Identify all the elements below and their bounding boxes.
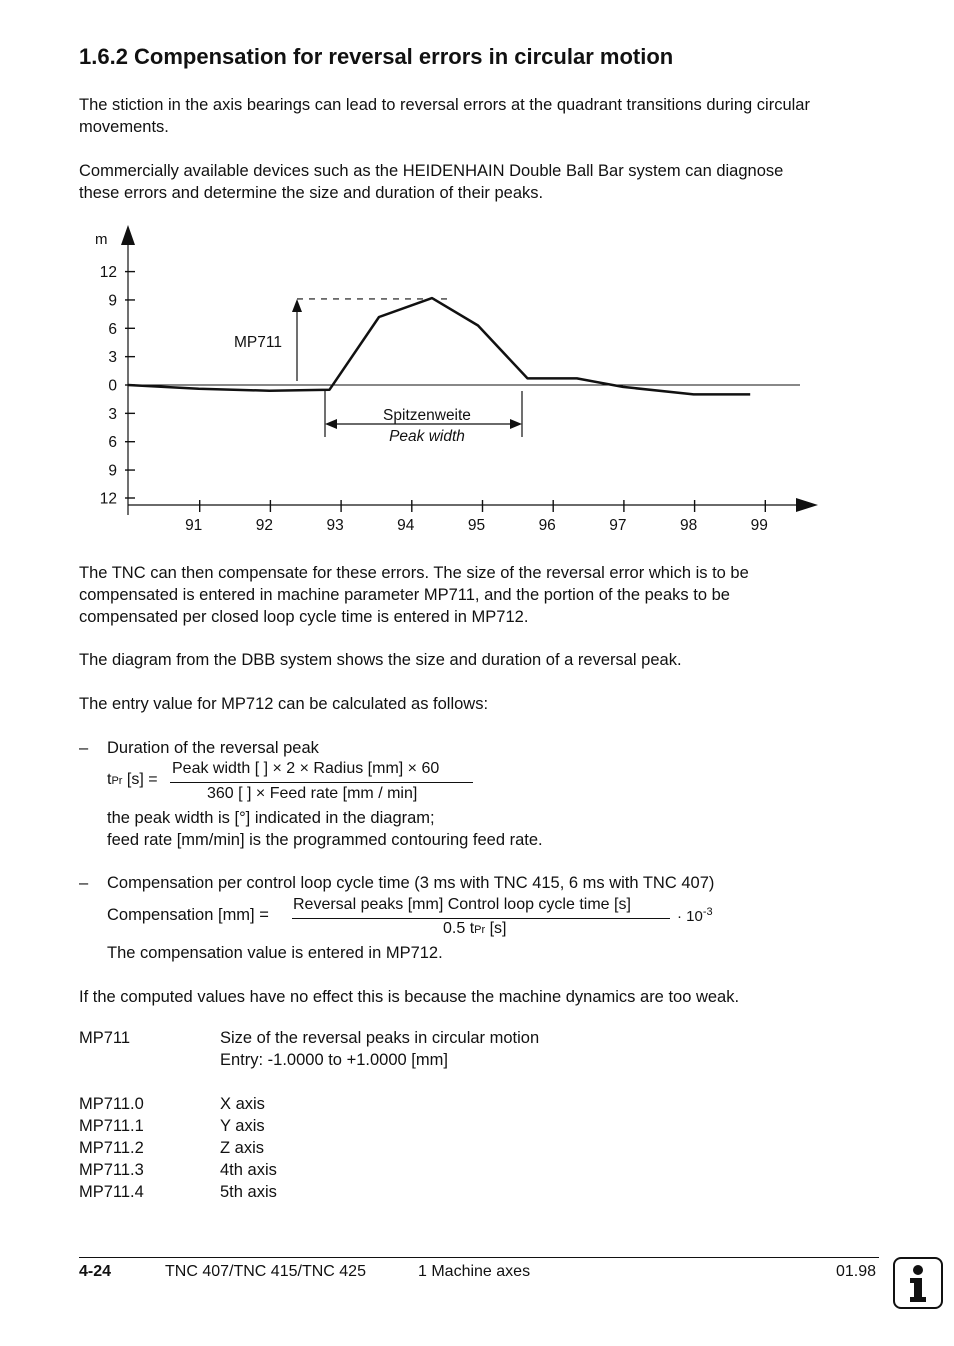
formula1-lhs-rest: [s] = <box>122 771 158 788</box>
list-dash: – <box>79 874 89 892</box>
formula2-lhs: Compensation [mm] = <box>107 906 269 924</box>
section-heading: 1.6.2 Compensation for reversal errors in circular motion <box>79 44 674 69</box>
formula1-note2: feed rate [mm/min] is the programmed contouring feed rate. <box>107 831 543 849</box>
y-tick-label: 3 <box>108 349 117 367</box>
footer-rule <box>79 1257 879 1258</box>
x-tick-label: 93 <box>326 517 344 534</box>
info-icon <box>893 1257 943 1309</box>
paragraph-line: The TNC can then compensate for these errors. The size of the reversal error which is to be <box>79 564 749 582</box>
paragraph-dbb <box>79 160 879 204</box>
formula2-denominator <box>443 920 506 938</box>
formula1-note1: the peak width is [°] indicated in the diagram; <box>107 809 435 827</box>
paragraph-line: The stiction in the axis bearings can lead to reversal errors at the quadrant transitions during circular <box>79 96 810 114</box>
formula1-lhs-sub: Pr <box>111 775 123 787</box>
x-tick-label: 92 <box>255 517 274 534</box>
x-tick-label: 94 <box>397 517 415 534</box>
peak-width-label-en: Peak width <box>389 428 465 445</box>
y-unit-label: m <box>95 231 108 248</box>
mp711-label: MP711 <box>234 334 282 351</box>
formula1-lhs-t: t <box>107 771 112 788</box>
paragraph-line: movements. <box>79 118 169 136</box>
formula2-multiplier-text: · 10 <box>677 908 703 925</box>
formula2-note: The compensation value is entered in MP712. <box>107 944 443 962</box>
page-number: 4-24 <box>79 1263 112 1280</box>
formula1-denominator: 360 [ ] × Feed rate [mm / min] <box>207 785 418 802</box>
peak-width-label-de: Spitzenweite <box>383 407 471 424</box>
y-tick-label: 9 <box>108 292 117 310</box>
param-name: MP711.2 <box>79 1139 144 1157</box>
chart-annotations <box>234 299 522 445</box>
param-value: Entry: -1.0000 to +1.0000 [mm] <box>220 1051 448 1069</box>
y-tick-label: 6 <box>108 320 117 338</box>
param-value: 4th axis <box>220 1161 277 1179</box>
footer-date: 01.98 <box>836 1263 877 1280</box>
y-tick-label: 12 <box>99 264 117 282</box>
paragraph-line: Commercially available devices such as the HEIDENHAIN Double Ball Bar system can diagnose <box>79 162 784 180</box>
formula2-denominator-sub: Pr <box>474 924 486 936</box>
param-name: MP711.4 <box>79 1183 144 1201</box>
y-axis-arrow <box>121 225 135 245</box>
paragraph-diagram: The diagram from the DBB system shows the size and duration of a reversal peak. <box>79 651 682 669</box>
param-value: Y axis <box>220 1117 265 1135</box>
reversal-peak-chart <box>0 215 954 545</box>
peak-width-arrow-left <box>325 419 337 429</box>
param-value: 5th axis <box>220 1183 277 1201</box>
paragraph-entry-value: The entry value for MP712 can be calculated as follows: <box>79 695 489 713</box>
param-value: Size of the reversal peaks in circular motion <box>220 1029 540 1047</box>
param-name: MP711.0 <box>79 1095 144 1113</box>
list-item-duration: Duration of the reversal peak <box>107 739 319 757</box>
formula2-exponent: -3 <box>702 906 713 918</box>
x-tick-label: 99 <box>750 517 768 534</box>
x-tick-label: 97 <box>609 517 627 534</box>
mp711-arrow-head <box>292 299 302 312</box>
y-tick-label: 6 <box>108 434 117 452</box>
formula1-fraction-line <box>170 782 473 783</box>
list-dash: – <box>79 739 89 757</box>
y-tick-label: 12 <box>99 490 117 508</box>
formula1-numerator: Peak width [ ] × 2 × Radius [mm] × 60 <box>172 760 440 777</box>
x-tick-label: 96 <box>538 517 556 534</box>
y-tick-label: 3 <box>108 405 117 423</box>
x-tick-label: 91 <box>185 517 203 534</box>
formula1-lhs <box>107 771 158 789</box>
peak-width-arrow-right <box>510 419 522 429</box>
paragraph-compensate <box>79 562 879 628</box>
info-glyph <box>895 1259 941 1307</box>
formula2-multiplier <box>677 906 713 925</box>
y-tick-label: 0 <box>108 377 117 395</box>
paragraph-line: these errors and determine the size and duration of their peaks. <box>79 184 544 202</box>
formula2-denominator-a: 0.5 t <box>443 920 475 937</box>
formula2-numerator: Reversal peaks [mm] Control loop cycle time [s] <box>293 896 631 913</box>
chart-axes <box>95 225 818 515</box>
param-value: Z axis <box>220 1139 265 1157</box>
footer-chapter: 1 Machine axes <box>418 1263 531 1280</box>
paragraph-dynamics: If the computed values have no effect this is because the machine dynamics are too weak. <box>79 988 740 1006</box>
param-name: MP711 <box>79 1029 131 1047</box>
paragraph-stiction <box>79 94 879 138</box>
y-tick-label: 9 <box>108 462 117 480</box>
x-tick-label: 98 <box>679 517 698 534</box>
param-name: MP711.1 <box>79 1117 144 1135</box>
param-value: X axis <box>220 1095 265 1113</box>
param-name: MP711.3 <box>79 1161 144 1179</box>
series-line <box>128 298 750 394</box>
x-axis-arrow <box>796 498 818 512</box>
x-tick-label: 95 <box>467 517 486 534</box>
formula2-denominator-b: [s] <box>485 920 507 937</box>
footer-model: TNC 407/TNC 415/TNC 425 <box>165 1263 366 1280</box>
list-item-compensation: Compensation per control loop cycle time (3 ms with TNC 415, 6 ms with TNC 407) <box>107 874 715 892</box>
paragraph-line: compensated is entered in machine parameter MP711, and the portion of the peaks to be <box>79 586 730 604</box>
paragraph-line: compensated per closed loop cycle time is entered in MP712. <box>79 608 529 626</box>
formula2-fraction-line <box>292 918 670 919</box>
